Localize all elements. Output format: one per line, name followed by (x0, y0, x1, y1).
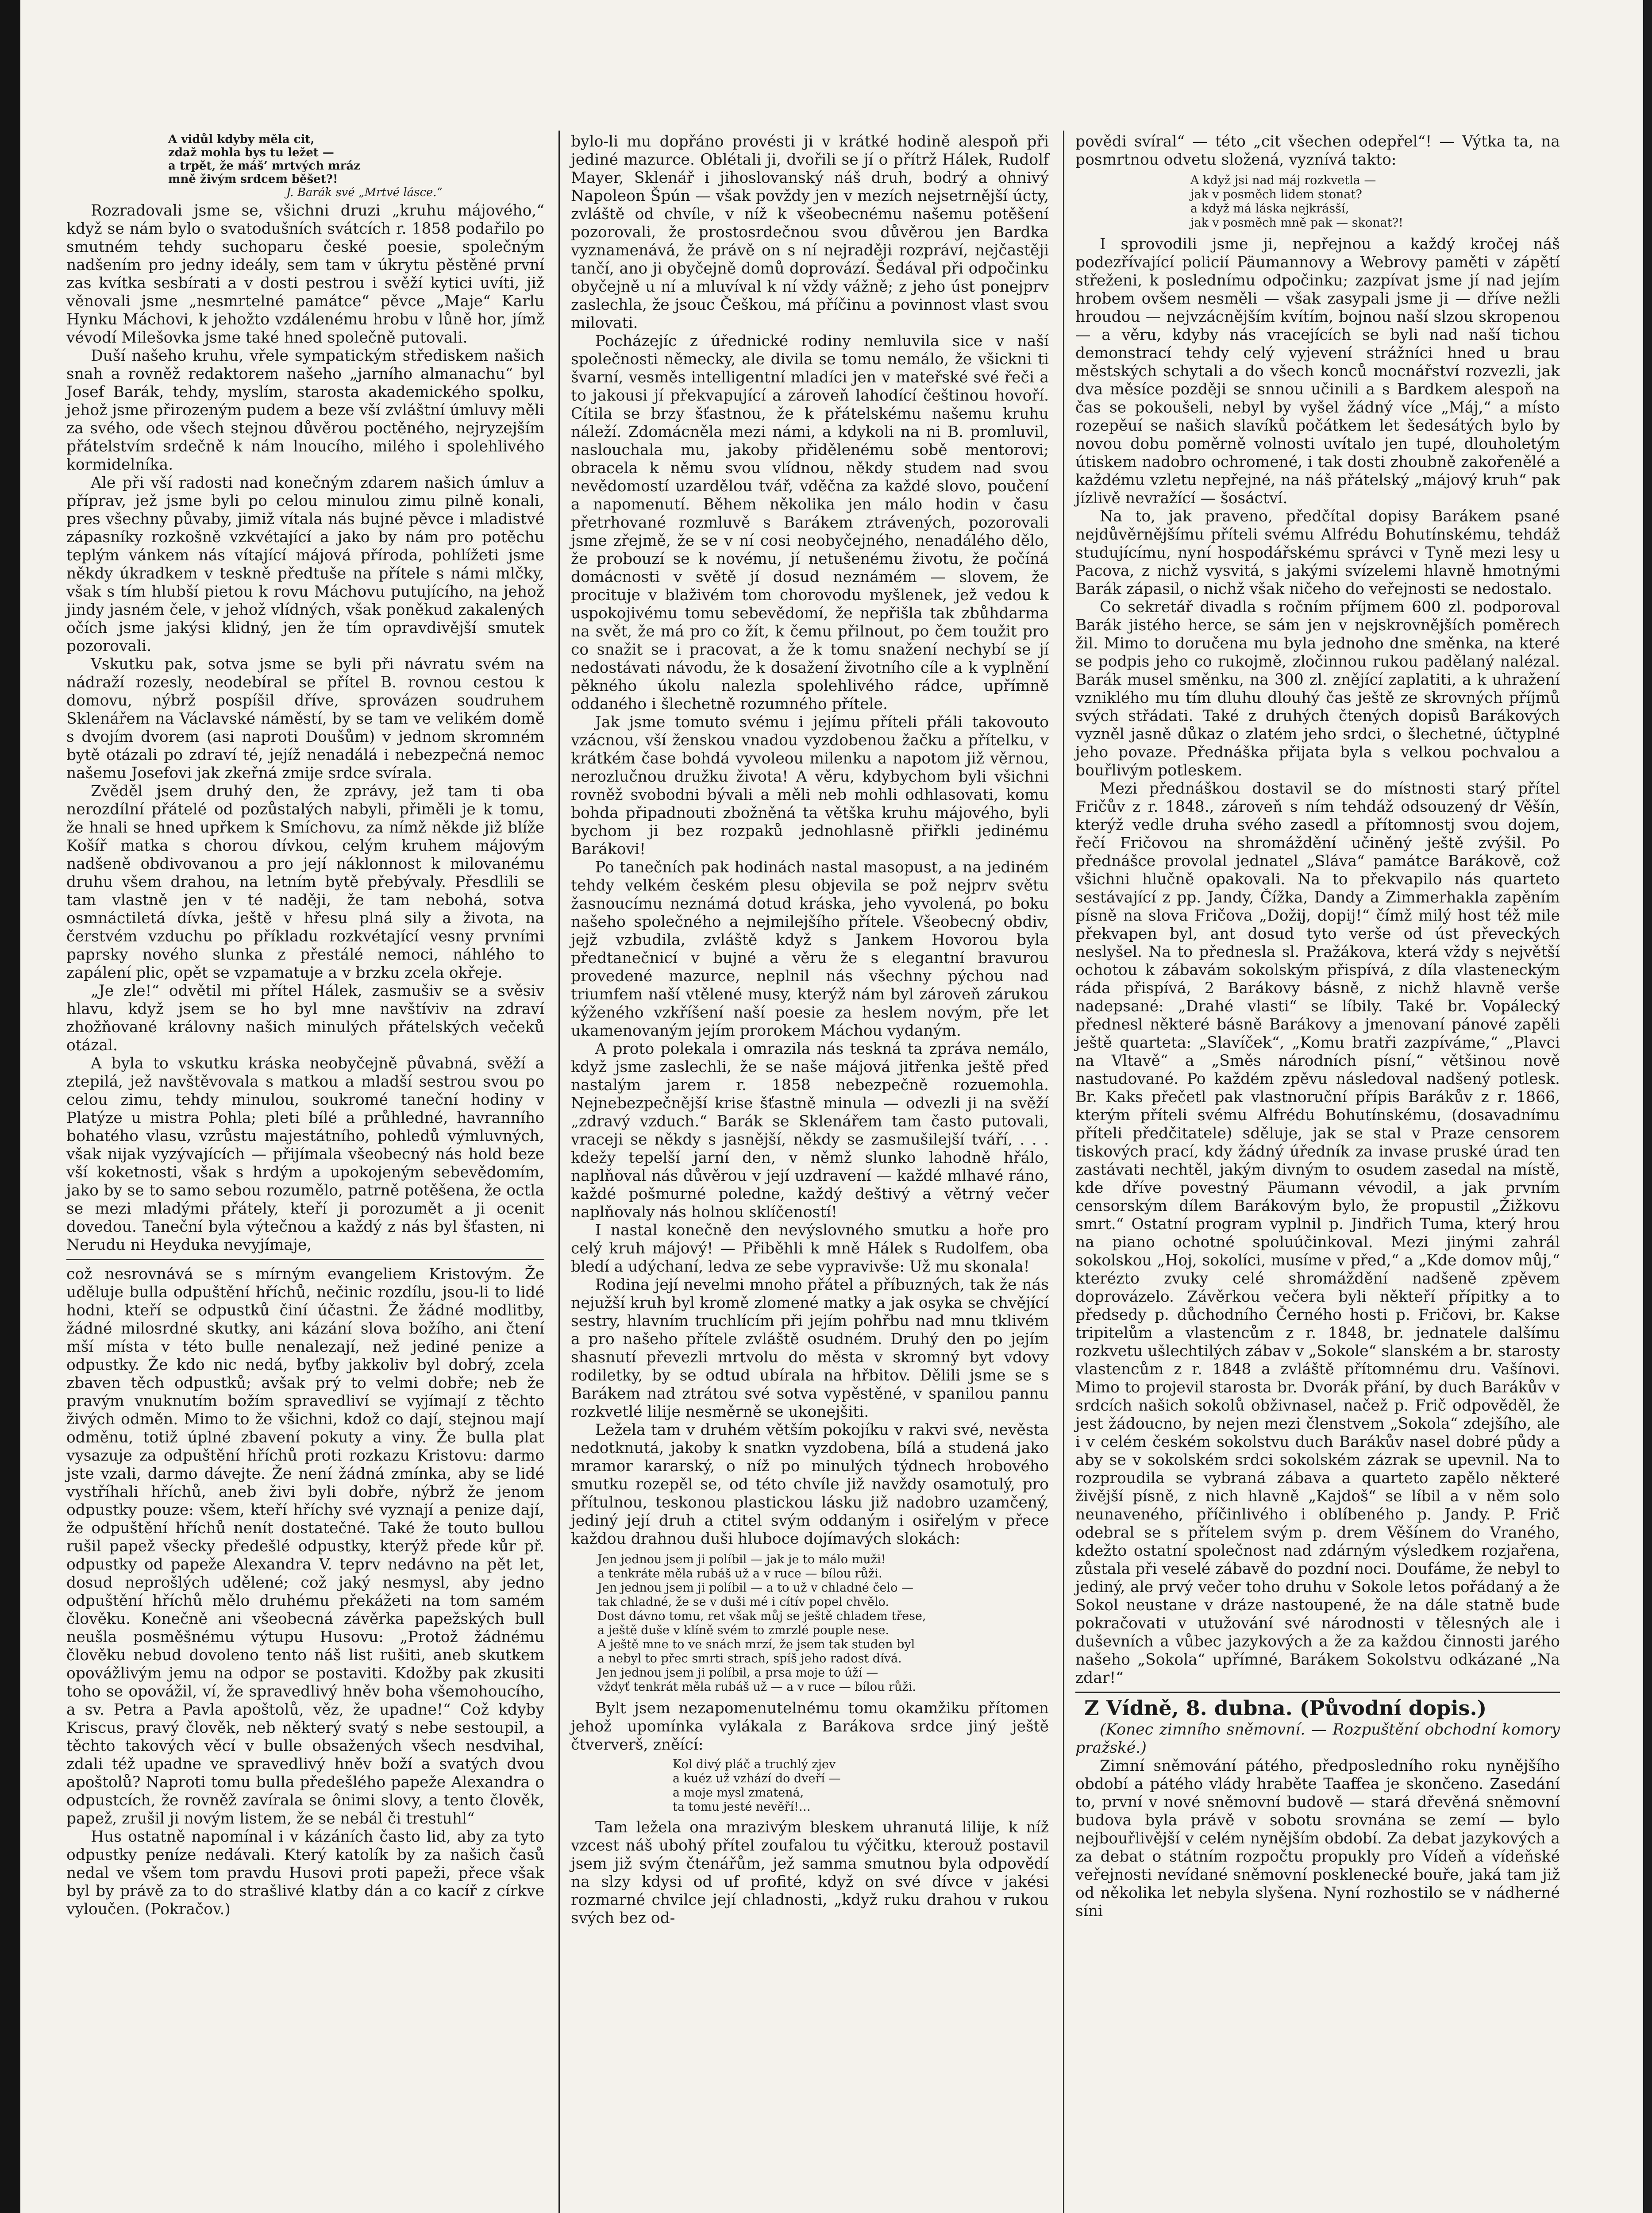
column-rule-right (1063, 131, 1064, 2213)
paragraph: Rozradovali jsme se, všichni druzi „kruhu májového,“ když se nám bylo o svatodušních svátcích r. 1858 podařilo po smutném tehdy suchoparu české poesie, společným nadšením pro jedny ideály, sem tam v úkrytu pěstěné první zas kvítka sesbírati a v dosti pestrou i svěží kytici uvíti, již věnovali jsme „nesmrtelné památce“ pěvce „Maje“ Karlu Hynku Máchovi, k jehožto vzdálenému hrobu v lůně hor, jímž vévodí Milešovka jsme také hned společně putovali. (66, 202, 544, 347)
paragraph: Ležela tam v druhém větším pokojíku v rakvi své, nevěsta nedotknutá, jakoby k snatkn vyzdobena, bílá a studená jako mramor kararský, o níž po minulých týdnech hrobového smutku rozepěl se, od této chvíle již navždy osamotulý, pro přítulnou, teskonou plastickou lásku již nadobro uzamčený, jediný její druh a ctitel svým oddaným i osiřelým v přece každou drahnou duši hluboce dojímavých slokách: (571, 1421, 1049, 1548)
poem: Jen jednou jsem ji políbil — jak je to málo muži! a tenkráte měla rubáš už a v ruce — bílou růži. Jen jednou jsem ji políbil — a to už v chladné čelo — tak chladné, že se v duši mé i cítív popel chvělo. Dost dávno tomu, ret však můj se ještě chladem třese, a ještě duše v klíně svém to zmrzlé pouple nese. A ještě mne to ve snách mrzí, že jsem tak studen byl a nebyl to přec smrti strach, spíš jeho radost dívá. Jen jednou jsem ji políbil, a prsa moje to úží — vždyť tenkrát měla rubáš už — a v ruce — bílou růži. (597, 1553, 926, 1694)
scan-edge-left (0, 0, 20, 2213)
column-right (1075, 133, 1560, 1920)
paragraph: Zimní sněmování pátého, předposledního roku nynějšího období a pátého vlády hraběte Taaffea je skončeno. Zasedání to, první v nové sněmovní budově — stará dřevěná sněmovní budova byla právě v sobotu srovnána se zemí — bylo nejbouřlivější v celém nynějším období. Za debat jazykových a za debat o státním rozpočtu propukly pro Vídeň a vídeňské veřejnosti nevídané sněmovní posklenecké bouře, jaká tam již od několika let nebyla slyšena. Nyní rozhostilo se v nádherné síni (1075, 1757, 1560, 1920)
article-separator (1075, 1692, 1560, 1693)
paragraph: Tam ležela ona mrazivým bleskem uhranutá lilije, k níž vzcest náš ubohý přítel zoufalou tu výčitku, kterouž postavil jsem již svým čtenářům, jež samma smutnou byla odpovědí na slzy kdysi od uf profité, když on své dívce v jakési rozmarné chvilce její chladnosti, „když ruku drahou v rukou svých bez od- (571, 1819, 1049, 1927)
paragraph: Ale při vší radosti nad konečným zdarem našich úmluv a příprav, jež jsme byli po celou minulou zimu pilně konali, pres všechny půvaby, jimiž vítala nás bujné pěvce i mladistvé zápasníky rozkošně vzkvétající a jako by nám pro potěchu teplým vánkem nás vítající májová příroda, pohlížeti jsme někdy úkradkem v teskně předtuše na přítele s námi mlčky, však s tím hlubší pietou k rovu Máchovu putujícího, na jehož jindy jasném čele, v jehož vlídných, však poněkud zakalených očích jsme jakýsi klidný, jen že tím opravdivější smutek pozorovali. (66, 474, 544, 655)
paragraph: Po tanečních pak hodinách nastal masopust, a na jediném tehdy velkém českém plesu objevila se pož nejprv světu žasnoucímu neznámá dotud kráska, jeho vyvolená, po boku našeho společného a nejmilejšího přítele. Všeobecný obdiv, jejž vzbudila, zvláště když s Jankem Hovorou byla předtanečnicí v bujné a věru že s elegantní bravurou provedené mazurce, neplnil nás všechny pýchou nad triumfem naší vtělené musy, kterýž nám byl zároveň zárukou kýženého vzkříšení naší poesie za heslem novým, pře let ukamenovaným jejím prorokem Máchou vydaným. (571, 859, 1049, 1040)
poem: A když jsi nad máj rozkvetla — jak v posměch lidem stonat? a když má láska nejkrásší, jak v posměch mně pak — skonat?! (1190, 173, 1403, 230)
paragraph: Zvěděl jsem druhý den, že zprávy, jež tam ti oba nerozdílní přátelé od pozůstalých nabyli, přiměli je k tomu, že hnali se hned upřkem k Smíchovu, za nímž někde již blíže Košíř matka s chorou dívkou, celým kruhem májovým nadšeně obdivovanou a pro její náklonnost k milovanému druhu všem drahou, na letním bytě přebývaly. Přesdlili se tam vlastně jen v té naději, že tam nebohá, sotva osmnáctiletá dívka, ještě v hřesu plná sily a života, na čerstvém vzduchu po příkladu rozkvétající vesny prvními paprsky nového slunka z přestálé nemoci, náhlého to zapálení plic, opět se vzpamatuje a v brzku zcela okřeje. (66, 783, 544, 982)
paragraph: Mezi přednáškou dostavil se do místnosti starý přítel Fričův z r. 1848., zároveň s ním tehdáž odsouzený dr Věšín, kterýž vedle druha svého zasedl a přítomnostj svou dojem, řečí Fričovou na shromáždění učiněný ještě zvýšil. Po přednášce provolal jednatel „Sláva“ památce Barákově, což všichni hlučně opakovali. Na to překvapilo nás quarteto sestávající z pp. Jandy, Čížka, Dandy a Zimmerhakla zapěním písně na slova Fričova „Dožij, dopij!“ čímž milý host též mile překvapen byl, ant dosud tyto verše od úst převeckých neslyšel. Na to přednesla sl. Pražákova, která vždy s největší ochotou k zábavám sokolským přispívá, z díla vlasteneckým ráda přispívá, 2 Barákovy básně, z nichž hlavně verše nadepsané: „Drahé vlasti“ se líbily. Také br. Vopálecký přednesl některé básně Barákovy a jmenovaní pánové zapěli ještě quarteta: „Slavíček“, „Komu bratři zazpíváme,“ „Plavci na Vltavě“ a „Směs národních písní,“ většinou nově nastudované. Po každém zpěvu následoval nadšený potlesk. Br. Kaks přečetl pak vlastnoruční přípis Barákův z r. 1866, kterým příteli svému Alfrédu Bohutínskému, (dosavadnímu příteli předčitatele) sděluje, jak se stal v Praze censorem tiskových prací, kdy žádný úředník za invase pruské úrad ten zastávati nechtěl, jakým divným to osudem zasedal na místě, kde dříve povestný Päumann vévodil, a jak prvním censorským dílem Barákovým bylo, že propustil „Žižkovu smrt.“ Ostatní program vyplnil p. Jindřich Tuma, který hrou na piano ochotné spoluúčinkoval. Mezi jinými zahrál sokolskou „Hoj, sokolíci, musíme v před,“ a „Kde domov můj,“ kterézto zvuky celé shromáždění nadšeně zpěvem doprovázelo. Závěrkou večera byli někteří přípitky a to předsedy p. důchodního Černého hosti p. Fričovi, br. Kakse tripitelům a vlastencům z r. 1848, br. jednatele dalšímu rozkvetu ušlechtilých zábav v „Sokole“ slanském a br. starosty vlastencům z r. 1848 a zvláště přítomnému dru. Vašínovi. Mimo to projevil starosta br. Dvorák přání, by duch Barákův v srdcích našich sokolů obživnasel, načež p. Frič odpověděl, že jest žádoucno, by nejen mezi členstvem „Sokola“ zdejšího, ale i v celém českém sokolstvu duch Barákův nasel dobré půdy a aby se v sokolském srdci sokolském zázrak se upevnil. Na to rozproudila se vybraná zábava a quarteto zapělo některé živější písně, z nich hlavně „Kajdoš“ se líbil a v něm solo neunaveného, příčinlivého i oblíbeného p. Jandy. P. Frič odebral se s přítelem svým p. drem Věšínem do Vraného, kdežto ostatní společnost nad zdárným výsledkem rozjařena, zůstala při veselé zábavě do pozdní noci. Doufáme, že nebyl to jediný, ale prvý večer toho druhu v Sokole letos pořádaný a že Sokol neustane v dráze nastoupené, že na dále statně bude pokračovati v utužování své národnosti v tělesných ale i duševních a vůbec jazykových a že za každou činnosti jarého našeho „Sokola“ upřímné, Barákem Sokolstvu odkázané „Na zdar!“ (1075, 780, 1560, 1687)
paragraph: Rodina její nevelmi mnoho přátel a příbuzných, tak že nás nejužší kruh byl kromě zlomené matky a jak osyka se chvějící sestry, hlavním truchlícím při jejím pohřbu nad mnu tklivém a pro našeho přítele zvláště osudném. Druhý den po jejím shasnutí převezli mrtvolu do města v skromný byt vdovy rodiletky, by se odtud ubírala na hřbitov. Dělili jsme se s Barákem nad ztrátou své sotva vypěstěné, v spanilou pannu rozkvetlé lilije nesměrně se ukonejšiti. (571, 1276, 1049, 1421)
motto-line: A vidůl kdyby měla cit, (168, 133, 315, 146)
motto-source: J. Barák své „Mrtvé lásce.“ (286, 186, 443, 199)
paragraph: Hus ostatně napomínal i v kázáních často lid, aby za tyto odpustky peníze nedávali. Který katolík by za našich časů nedal ve všem tom pravdu Husovi proti papeži, přece však byl by právě za to do strašlivé klatby dán a co kacíř z církve vyloučen. (Pokračov.) (66, 1828, 544, 1918)
paragraph: což nesrovnává se s mírným evangeliem Kristovým. Že uděluje bulla odpuštění hříchů, nečinic rozdílu, jsou-li to lidé hodni, kteří se odpustků činí účastni. Že žádné modlitby, žádné milosrdné skutky, ani kázání slova božího, ani čtení mší místa v této bulle nenalezají, než jediné penize a odpustky. Že kdo nic nedá, byťby jakkoliv byl dobrý, zcela zbaven těch odpustků; avšak prý to velmi dobře; neb že pravým vnuknutím božím spravedliví se vyjímají z těchto živých odměn. Mimo to že všichni, kdož co dají, stejnou mají odměnu, totiž úplné zbavení pokuty a viny. Že bulla plat vysazuje za odpuštění hříchů proti rozkazu Kristovu: darmo jste vzali, darmo dávejte. Že není žádná zmínka, aby se lidé vystříhali hříchů, aneb živi byli dobře, nýbrž že jenom odpustky pouze: všem, kteří hříchy své vyznají a penize dají, že odpuštění hříchů nenít dostatečné. Také že touto bullou rušil papež všecky předešlé odpustky, kterýž přede kůr př. odpustky od papeže Alexandra V. teprv nedávno na pět let, dosud neprošlých udělené; což jaký nesmysl, aby jedno odpuštění hříchů mělo druhému překážeti na tom samém člověku. Konečně ani všeobecná závěrka papežských bull neušla posměšnému výtupu Husovu: „Protož žádnému člověku nebud dovoleno tento náš list rušiti, aneb skutkem opovážlivým jemu na odpor se postaviti. Kdožby pak zkusiti toho se opovážil, ví, že spravedlivý hněv boha všemohoucího, a sv. Petra a Pavla apoštolů, věz, že upadne!“ Což kdyby Kriscus, pravý člověk, neb některý svatý s nebe sestoupil, a těchto takových věcí v bulle obsažených všech nesdvihal, zdali též upadne ve spravedlivý hněv boží a svatých dvou apoštolů? Naproti tomu bulla předešlého papeže Alexandra o odpustcích, že rovněž zavírala se ônimi slovy, a tento člověk, papež, zrušil ji novým listem, že se nebál či trestuhl“ (66, 1265, 544, 1827)
paragraph: Pocházejíc z úřednické rodiny nemluvila sice v naší společnosti německy, ale divila se tomu nemálo, že všickni ti švarní, vesměs intelligentní mladíci jen v mateřské své řeči a to jakousi jí překvapující a zároveň lahodící češtinou hovoří. Cítila se brzy šťastnou, že k přátelskému našemu kruhu náleží. Zdomácněla mezi námi, a kdykoli na ni B. promluvil, naslouchala mu, jakoby přidělenému sobě mentorovi; obracela k němu svou vlídnou, někdy studem nad svou nevědomostí uzardělou tvář, vděčna za každé slovo, poučení a napomenutí. Během několika jen málo hodin v času přetrhované rozmluvě s Barákem ztrávených, pozorovali jsme zřejmě, že se v ní cosi neobyčejného, nenadálého dělo, že probouzí se k novému, jí netušenému životu, že počíná domácnosti v světě jí dosud neznámém — slovem, že procitujе v blaživém tom chorovodu myšlenek, jež vedou k uspokojivému tomu sebevědomí, že nepřišla tak zbůhdarma na svět, že má pro co žít, k čemu přilnout, po čem toužit pro co snažit se i pracovat, a že k tomu snažení nechybí se jí nedostávati návodu, že k dosažení životního cíle a k vyplnění pěkného úkolu nalezla spolehlivého rádce, upřímně oddaného i šlechetně rozumného přítele. (571, 332, 1049, 713)
paragraph: povědi svíral“ — této „cit všechen odepřel“! — Výtka ta, na posmrtnou odvetu složená, vyznívá takto: (1075, 133, 1560, 169)
article-heading: Z Vídně, 8. dubna. (Původní dopis.) (1084, 1696, 1487, 1720)
paragraph: Duší našeho kruhu, vřele sympatickým střediskem našich snah a rovněž redaktorem našeho „jarního almanachu“ byl Josef Barák, tehdy, myslím, starosta akademického spolku, jehož jsme přirozeným pudem a beze vší zvláštní úmluvy měli za svého, ode všech stejnou důvěrou poctěného, nejryzejším přátelstvím srdečně k nám lnoucího, milého i spolehlivého kormidelníka. (66, 347, 544, 474)
paragraph: Co sekretář divadla s ročním příjmem 600 zl. podporoval Barák jistého herce, se sám jen v nejskrovnějších poměrech žil. Mimo to doručena mu byla jednoho dne směnka, na které se podpis jeho co rukojmě, zločinnou rukou padělaný nalézal. Barák musel směnku, na 300 zl. znějící zaplatiti, a k uhražení vzniklého mu tím dluhu dlouhý čas ještě ze skrovných příjmů svých střádati. Také z druhých čtených dopisů Barákových vyzněl jasně důkaz o zlatém jeho srdci, o šlechetné, účtyplné jeho povaze. Přednáška přijata byla s velkou pochvalou a bouřlivým potleskem. (1075, 598, 1560, 779)
motto-line: zdaž mohla bys tu ležet — (168, 146, 334, 159)
paragraph: A byla to vskutku kráska neobyčejně půvabná, svěží a ztepilá, jež navštěvovala s matkou a mladší sestrou svou po celou zimu, tehdy minulou, soukromé taneční hodiny v Platýze u mistra Pohla; pleti bílé a průhledné, havranního bohatého vlasu, vzrůstu majestátního, pohledů výmluvných, však nijak vyzývajících — přijímala všeobecný nás hold beze vší koketnosti, však s hrdým a upokojeným sebevědomím, jako by se to samo sebou rozumělo, patrně potěšena, že octla se mezi mladými přátely, kteří ji porozumět a ji ocenit dovedou. Taneční byla výtečnou a každý z nás byl šťasten, ni Nerudu ni Heyduka nevyjímaje, (66, 1055, 544, 1254)
column-rule-left (558, 131, 560, 2213)
column-left (66, 133, 544, 1919)
paragraph: bylo-li mu dopřáno provésti ji v krátké hodině alespoň při jediné mazurce. Oblétali ji, dvořili se jí o přítrž Hálek, Rudolf Mayer, Sklenář i jihoslovanský náš druh, bodrý a ohnivý Napoleon Špún — však povždy jen v mezích nejsetrnější úcty, zvláště od chvíle, v níž k všeobecnému našemu potěšení pozorovali, že prostosrdečnou svou důvěrou jen Bardka vyznamenává, že právě on s ní nejraději rozpráví, nejčastěji tančí, ano ji obyčejně domů doprovází. Šedával při odpočinku obyčejně u ní a mluvíval k ní vždy vážně; z jeho úst ponejprv zaslechla, že jsouc Češkou, má příčinu a povinnost vlast svou milovati. (571, 133, 1049, 332)
column-middle (571, 133, 1049, 1928)
paragraph: A proto polekala i omrazila nás teskná ta zpráva nemálo, když jsme zaslechli, že se naše májová jitřenka ještě před nastalým jarem r. 1858 nebezpečně rozuemohla. Nejnebezpečnější krise šťastně minula — odvezli ji na svěží „zdravý vzduch.“ Barák se Sklenářem tam často putovali, vraceji se někdy s jasnější, někdy se zasmušilejší tváří, . . . kdežy tepelší jarní den, v němž slunko lahodně hřálo, naplňoval nás důvěrou v její uzdravení — každé mlhavé ráno, každé pošmurné poledne, každý deštivý a větrný večer naplňovaly nás holnou sklíčeností! (571, 1040, 1049, 1221)
motto-line: a trpět, že máš’ mrtvých mráz (168, 159, 360, 173)
paragraph: I sprovodili jsme ji, nepřejnou a každý kročej náš podezřívající policií Päumannovy a Webrovy paměti v zápětí střeženi, k poslednímu odpočinku; zazpívat jsme jí nad jejím hrobem ovšem nesměli — však zasypali jsme ji — dříve nežli hroudou — nejvzácnějším kvítím, bojnou naší slzou skropenou — a věru, kdyby nás vracejících se byli nad naší tichou demonstrací tehdy celý vyjevení strážníci hned u brau městských schytali a do všech konců mocnářství rozvezli, jak dva měsíce později se snnou učinili a s Bardkem alespoň na čas se pokoušeli, nebyl by vyšel žádný více „Máj,“ a místo rozepěuí se našich slavíků počátkem let šedesátých bylo by novou dobu poměrně volnosti uvítalo jen tupé, dlouholetým útiskem nadobro ochromené, i tak dosti zhoubně zakořenělé a každému vzletu nepřejné, na náš přátelský „májový kruh“ pak jízlivě nevražící — šosáctví. (1075, 235, 1560, 507)
paragraph: Bylt jsem nezapomenutelnému tomu okamžiku přítomen jehož upomínka vylákala z Barákova srdce jiný ještě čtververš, zněící: (571, 1700, 1049, 1754)
article-subheading: (Konec zimního sněmovní. — Rozpuštění obchodní komory pražské.) (1075, 1721, 1560, 1757)
paragraph: Jak jsme tomuto svému i jejímu příteli přáli takovouto vzácnou, vší ženskou vnadou vyzdobenou žačku a přítelku, v krátkém čase bohdá vyvoleou milenku a napotom již věrnou, nerozlučnou družku života! A věru, kdybychom byli všichni rovněž svobodni bývali a měli neb mohli odhlasovati, komu bohda připadnouti zbožněná ta větška kruhu májového, byli bychom ji bez rozpaků jednohlasně přiřkli jedinému Barákovi! (571, 713, 1049, 858)
paragraph: Vskutku pak, sotva jsme se byli při návratu svém na nádraží rozesly, neodebíral se přítel B. rovnou cestou k domovu, nýbrž pospíšil dříve, sprovázen soudruhem Sklenářem na Václavské náměstí, by se tam ve velikém domě s dvojím dvorem (asi naproti Doušům) v jednom skromném bytě otázali po zdraví té, jejíž nenadálá i nebezpečná nemoc našemu Josefovi jak zkeřná zmije srdce svírala. (66, 655, 544, 782)
scan-edge-right (1643, 0, 1652, 2213)
paragraph: „Je zle!“ odvětil mi přítel Hálek, zasmušiv se a svěsiv hlavu, když jsem se ho byl mne navštíviv na zdraví zhožňované královny našich minulých přátelských večeků otázal. (66, 982, 544, 1054)
article-separator (66, 1259, 544, 1260)
paragraph: I nastal konečně den nevýslovného smutku a hoře pro celý kruh májový! — Přiběhli k mně Hálek s Rudolfem, oba bledí a udýchaní, ledva ze sebe vypravivše: Už mu skonala! (571, 1222, 1049, 1276)
motto (168, 133, 443, 199)
poem: Kol divý pláč a truchlý zjev a kuéz už vzhází do dveří — a moje mysl zmatená, ta tomu jesté nevěří!… (673, 1758, 841, 1814)
paragraph: Na to, jak praveno, předčítal dopisy Barákem psané nejdůvěrnějšímu příteli svému Alfrédu Bohutínskému, tehdáž studujícímu, nyní hospodářskému správci v Tyně mezi lesy u Pacova, z nichž vysvitá, s jakými svízelemi hlavně hmotnými Barák zápasil, o nichž však ničeho do veřejnosti se nedostalo. (1075, 508, 1560, 598)
motto-line: mně živým srdcem běšet?! (168, 173, 338, 186)
